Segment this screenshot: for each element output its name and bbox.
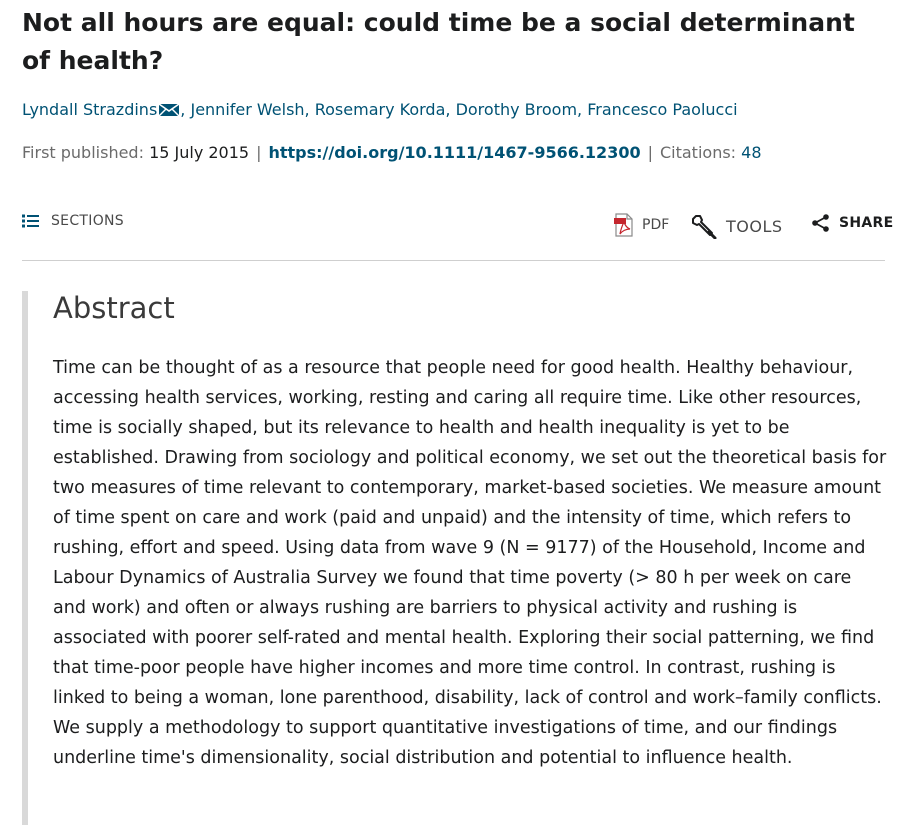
author-list: [22, 98, 738, 124]
sections-label: SECTIONS: [51, 213, 124, 229]
citations-count: 48: [741, 143, 762, 162]
pdf-button[interactable]: [614, 213, 669, 237]
list-icon: [22, 214, 39, 228]
author-link-korda[interactable]: Rosemary Korda: [314, 100, 446, 119]
share-icon: [811, 213, 831, 233]
author-separator: ,: [304, 100, 310, 119]
first-published-label: First published:: [22, 143, 144, 162]
envelope-icon[interactable]: [158, 100, 180, 124]
share-button[interactable]: [811, 213, 893, 233]
share-label: SHARE: [839, 215, 894, 231]
author-separator: ,: [577, 100, 583, 119]
author-separator: ,: [445, 100, 451, 119]
author-link-welsh[interactable]: Jennifer Welsh: [190, 100, 305, 119]
abstract-section: [22, 291, 885, 825]
article-title: Not all hours are equal: could time be a social determinant of health?: [22, 8, 855, 75]
tools-button[interactable]: [692, 213, 783, 239]
article-toolbar: [22, 204, 894, 244]
author-link-paolucci[interactable]: Francesco Paolucci: [587, 100, 738, 119]
author-link-strazdins[interactable]: Lyndall Strazdins: [22, 100, 158, 119]
citations-link[interactable]: [660, 143, 762, 162]
doi-link[interactable]: https://doi.org/10.1111/1467-9566.12300: [268, 143, 641, 162]
pdf-label: PDF: [642, 217, 670, 233]
author-separator: ,: [180, 100, 186, 119]
sections-button[interactable]: [22, 213, 124, 229]
abstract-text: Time can be thought of as a resource that people need for good health. Healthy behaviour, accessing health services, working, resting and caring all require time. Like other resources, time is socially shaped, but its relevance to health and health inequality is yet to be established. Drawing from sociology and political economy, we set out the theoretical basis for two measures of time relevant to contemporary, market-based societies. We measure amount of time spent on care and work (paid and unpaid) and the intensity of time, which refers to rushing, effort and speed. Using data from wave 9 (N = 9177) of the Household, Income and Labour Dynamics of Australia Survey we found that time poverty (> 80 h per week on care and work) and often or always rushing are barriers to physical activity and rushing is associated with poorer self-rated and mental health. Exploring their social patterning, we find that time-poor people have higher incomes and more time control. In contrast, rushing is linked to being a woman, lone parenthood, disability, lack of control and work–family conflicts. We supply a methodology to support quantitative investigations of time, and our findings underline time's dimensionality, social distribution and potential to influence health.: [53, 358, 887, 768]
info-divider: |: [256, 143, 262, 162]
publication-info: [22, 141, 762, 165]
tools-label: TOOLS: [726, 216, 783, 236]
toolbar-divider: [22, 260, 885, 261]
wrench-icon: [692, 213, 718, 239]
info-divider: |: [647, 143, 653, 162]
citations-label: Citations:: [659, 143, 737, 162]
abstract-heading: Abstract: [53, 291, 175, 325]
first-published-date: 15 July 2015: [149, 143, 250, 162]
author-link-broom[interactable]: Dorothy Broom: [455, 100, 578, 119]
pdf-file-icon: [614, 213, 634, 237]
